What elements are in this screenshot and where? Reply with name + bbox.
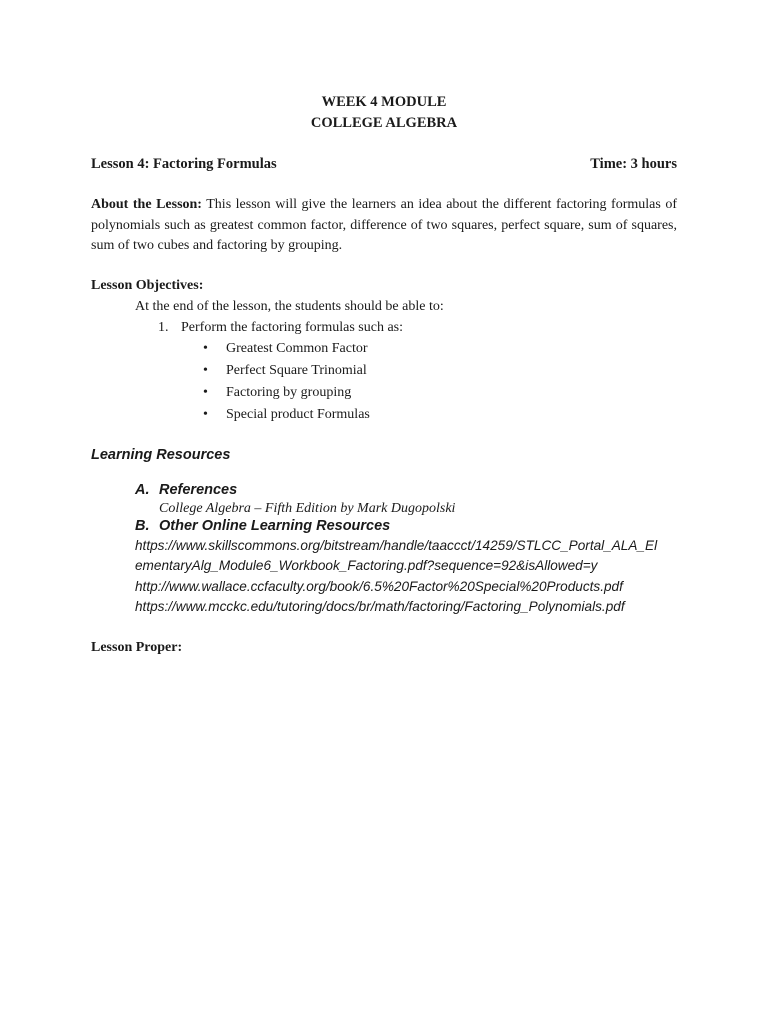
references-title: References	[159, 482, 238, 498]
about-paragraph	[91, 195, 677, 257]
objectives-heading: Lesson Objectives:	[91, 278, 204, 293]
bullet-item: Perfect Square Trinomial	[226, 363, 367, 378]
resource-link[interactable]: https://www.mcckc.edu/tutoring/docs/br/math/factoring/Factoring_Polynomials.pdf	[135, 599, 625, 614]
objective-text: Perform the factoring formulas such as:	[181, 320, 403, 335]
bullet-icon: •	[203, 385, 208, 400]
about-text: This lesson will give the learners an idea about the different factoring formulas of polynomials such as greatest common factor, difference of two squares, perfect square, sum of squares, sum of two cubes and factoring by grouping.	[91, 197, 677, 253]
bullet-icon: •	[203, 407, 208, 422]
bullet-item: Greatest Common Factor	[226, 341, 368, 356]
resource-link[interactable]: https://www.skillscommons.org/bitstream/handle/taaccct/14259/STLCC_Portal_ALA_El	[135, 538, 658, 553]
objectives-intro: At the end of the lesson, the students should be able to:	[135, 299, 444, 314]
module-title: WEEK 4 MODULE	[321, 94, 447, 110]
resource-link[interactable]: http://www.wallace.ccfaculty.org/book/6.5%20Factor%20Special%20Products.pdf	[135, 579, 623, 594]
lesson-proper-heading: Lesson Proper:	[91, 640, 183, 655]
reference-entry: College Algebra – Fifth Edition by Mark Dugopolski	[159, 501, 456, 516]
bullet-icon: •	[203, 341, 208, 356]
bullet-item: Factoring by grouping	[226, 385, 352, 400]
bullet-item: Special product Formulas	[226, 407, 370, 422]
section-b-marker: B.	[135, 518, 150, 534]
resource-link[interactable]: ementaryAlg_Module6_Workbook_Factoring.pdf?sequence=92&isAllowed=y	[135, 558, 598, 573]
lesson-time: Time: 3 hours	[590, 156, 677, 172]
course-title: COLLEGE ALGEBRA	[310, 115, 458, 131]
about-label: About the Lesson:	[91, 197, 202, 212]
objective-number: 1.	[158, 320, 169, 335]
online-resources-title: Other Online Learning Resources	[159, 518, 391, 534]
bullet-icon: •	[203, 363, 208, 378]
section-a-marker: A.	[135, 482, 150, 498]
lesson-title: Lesson 4: Factoring Formulas	[91, 156, 277, 172]
resources-heading: Learning Resources	[91, 447, 231, 463]
